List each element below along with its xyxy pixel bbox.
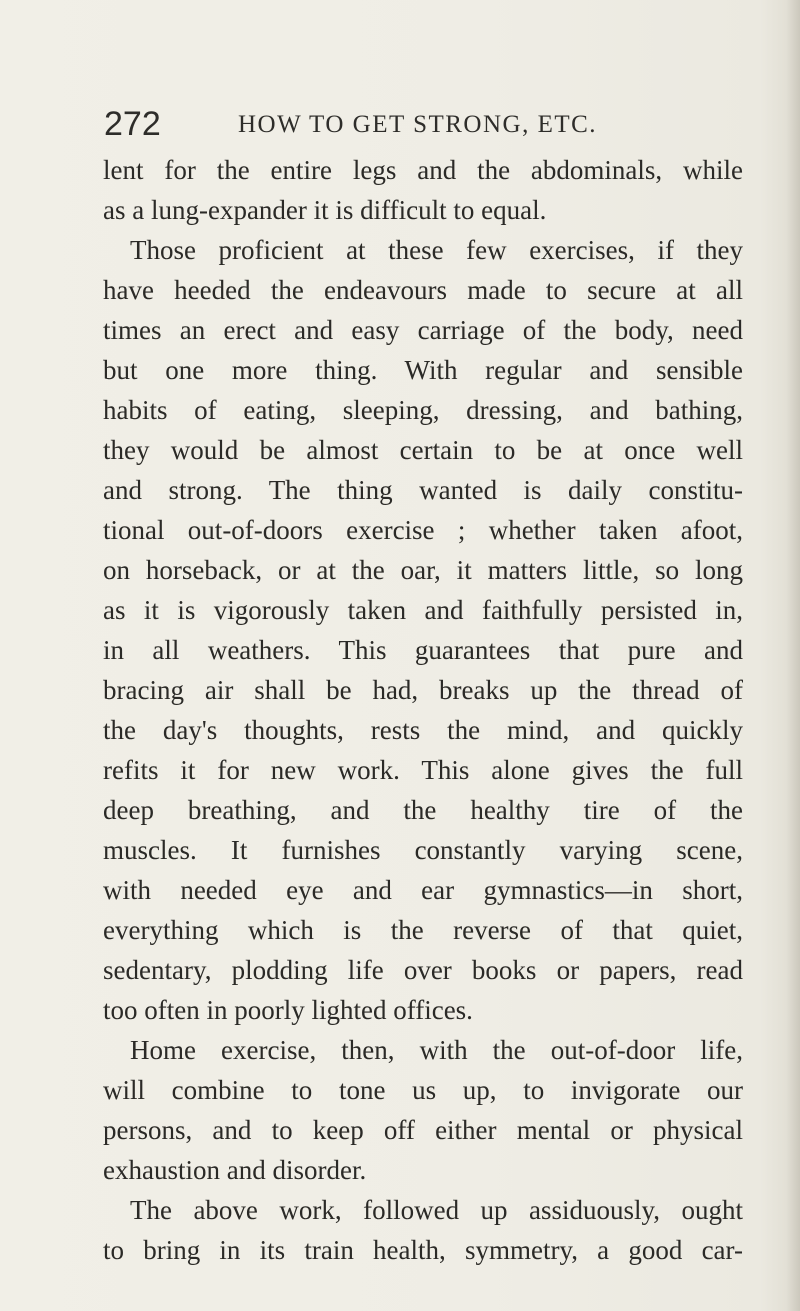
text-line: deep breathing, and the healthy tire of the: [103, 795, 743, 825]
text-line: times an erect and easy carriage of the body, need: [103, 315, 743, 345]
text-line: on horseback, or at the oar, it matters little, so long: [103, 555, 743, 585]
text-line: habits of eating, sleeping, dressing, and bathing,: [103, 395, 743, 425]
page-number: 272: [104, 105, 161, 143]
text-line: but one more thing. With regular and sensible: [103, 355, 743, 385]
text-line: persons, and to keep off either mental or physical: [103, 1115, 743, 1145]
text-line: they would be almost certain to be at once well: [103, 435, 743, 465]
text-line: exhaustion and disorder.: [103, 1155, 367, 1185]
text-line: in all weathers. This guarantees that pure and: [103, 635, 743, 665]
running-title: HOW TO GET STRONG, ETC.: [238, 111, 598, 138]
text-line: sedentary, plodding life over books or papers, read: [103, 955, 743, 985]
text-line: The above work, followed up assiduously, ought: [130, 1195, 743, 1225]
text-line: too often in poorly lighted offices.: [103, 995, 473, 1025]
text-line: as a lung-expander it is difficult to equal.: [103, 195, 547, 225]
running-head: [104, 104, 704, 144]
text-line: have heeded the endeavours made to secure at all: [103, 275, 743, 305]
text-line: Those proficient at these few exercises, if they: [130, 235, 743, 265]
text-line: with needed eye and ear gymnastics—in short,: [103, 875, 743, 905]
text-line: everything which is the reverse of that quiet,: [103, 915, 743, 945]
text-line: muscles. It furnishes constantly varying scene,: [103, 835, 743, 865]
text-line: refits it for new work. This alone gives the full: [103, 755, 743, 785]
text-line: lent for the entire legs and the abdominals, while: [103, 155, 743, 185]
text-line: tional out-of-doors exercise ; whether taken afoot,: [103, 515, 743, 545]
text-line: Home exercise, then, with the out-of-door life,: [130, 1035, 743, 1065]
body-text: [103, 150, 743, 1270]
text-line: the day's thoughts, rests the mind, and quickly: [103, 715, 743, 745]
text-line: will combine to tone us up, to invigorate our: [103, 1075, 743, 1105]
page-edge-shadow: [786, 0, 800, 1311]
text-line: bracing air shall be had, breaks up the thread of: [103, 675, 743, 705]
text-line: as it is vigorously taken and faithfully persisted in,: [103, 595, 743, 625]
text-line: to bring in its train health, symmetry, a good car-: [103, 1235, 743, 1265]
text-line: and strong. The thing wanted is daily constitu-: [103, 475, 743, 505]
